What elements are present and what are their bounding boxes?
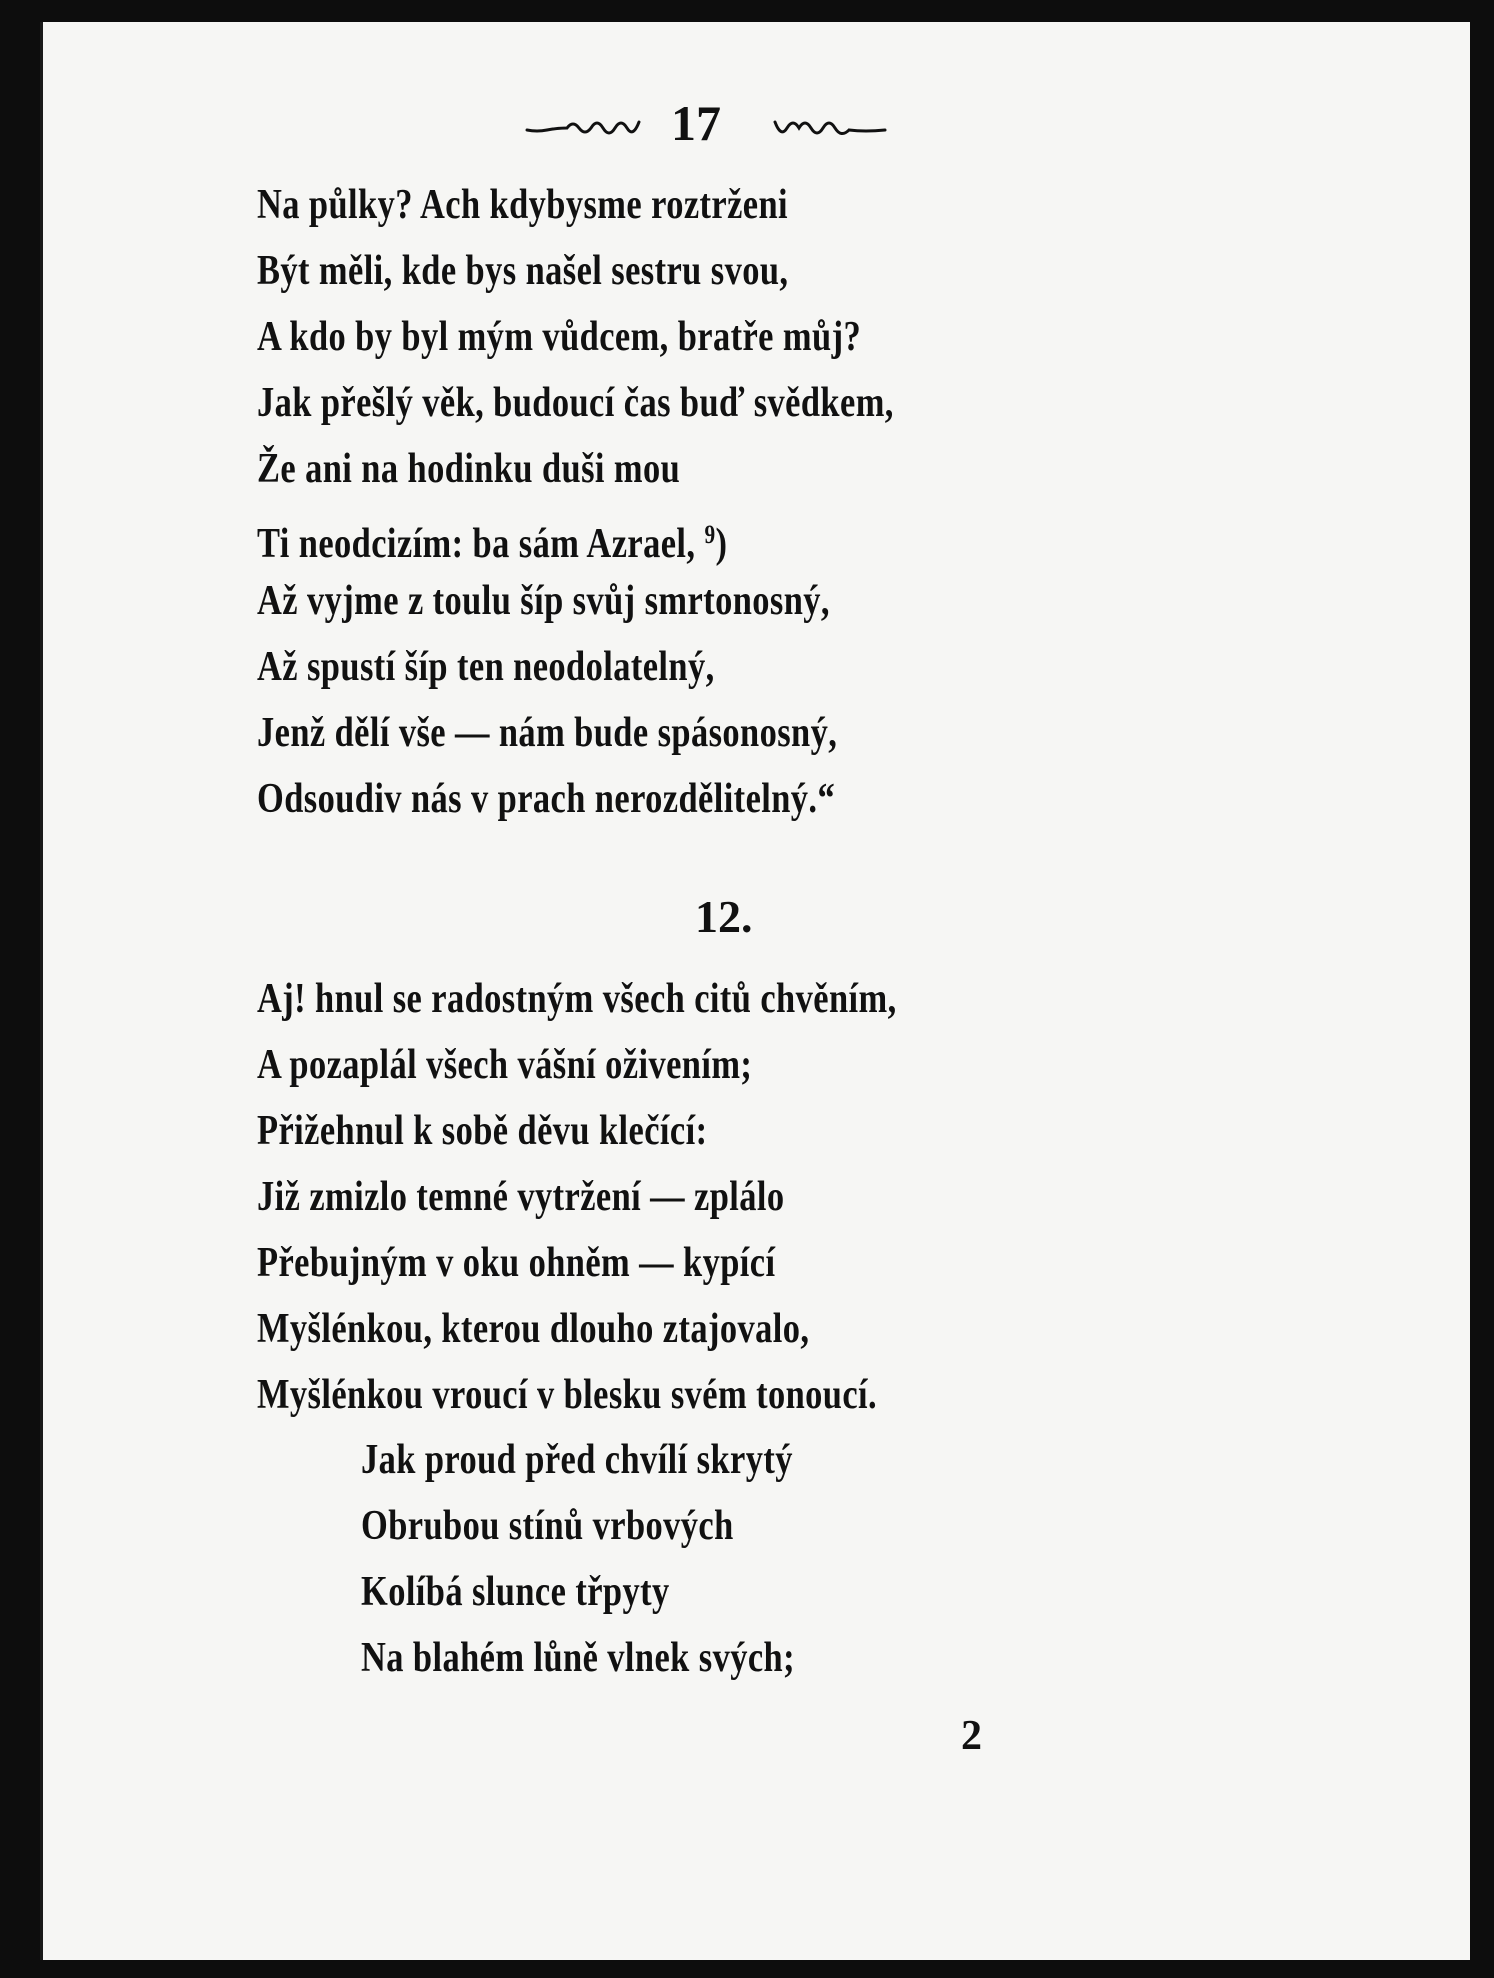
verse-line: Jenž dělí vše — nám bude spásonosný, [257,710,838,756]
book-page [40,22,1470,1960]
verse-line: Aj! hnul se radostným všech citů chvěním, [257,976,897,1022]
section-number: 12. [695,891,753,942]
scan-edge [1470,0,1494,1978]
verse-line-text: Ti neodcizím: ba sám Azrael, [257,521,696,567]
verse-line: Odsoudiv nás v prach nerozdělitelný.“ [257,776,836,822]
verse-line: A kdo by byl mým vůdcem, bratře můj? [257,314,862,360]
verse-line: Přebujným v oku ohněm — kypící [257,1240,776,1286]
verse-line-with-footnote [257,502,894,568]
verse-line: Jak přešlý věk, budoucí čas buď svědkem, [257,380,894,426]
verse-line: Že ani na hodinku duši mou [257,446,681,492]
stanza-2 [257,966,897,1428]
verse-line: Na blahém lůně vlnek svých; [361,1635,795,1681]
verse-line: Až vyjme z toulu šíp svůj smrtonosný, [257,578,830,624]
stanza-3-indented [361,1427,795,1691]
verse-line: Na půlky? Ach kdybysme roztrženi [257,182,789,228]
footnote-reference[interactable]: 9 [704,520,716,549]
verse-line: Jak proud před chvílí skrytý [361,1437,793,1483]
verse-line: Myšlénkou, kterou dlouho ztajovalo, [257,1306,810,1352]
verse-line: Až spustí šíp ten neodolatelný, [257,644,715,690]
verse-line: Obrubou stínů vrbových [361,1503,734,1549]
verse-line: A pozaplál všech vášní oživením; [257,1042,753,1088]
wavy-ornament-left-icon [525,108,645,148]
verse-line: Již zmizlo temné vytržení — zplálo [257,1174,785,1220]
page-header [43,94,1470,154]
footnote-paren: ) [715,521,728,567]
verse-line: Kolíbá slunce třpyty [361,1569,670,1615]
verse-line: Být měli, kde bys našel sestru svou, [257,248,789,294]
wavy-ornament-right-icon [769,108,889,148]
signature-mark: 2 [961,1713,982,1759]
stanza-1 [257,172,894,832]
verse-line: Myšlénkou vroucí v blesku svém tonoucí. [257,1372,878,1418]
verse-line: Přižehnul k sobě děvu klečící: [257,1108,708,1154]
page-number: 17 [671,95,721,151]
